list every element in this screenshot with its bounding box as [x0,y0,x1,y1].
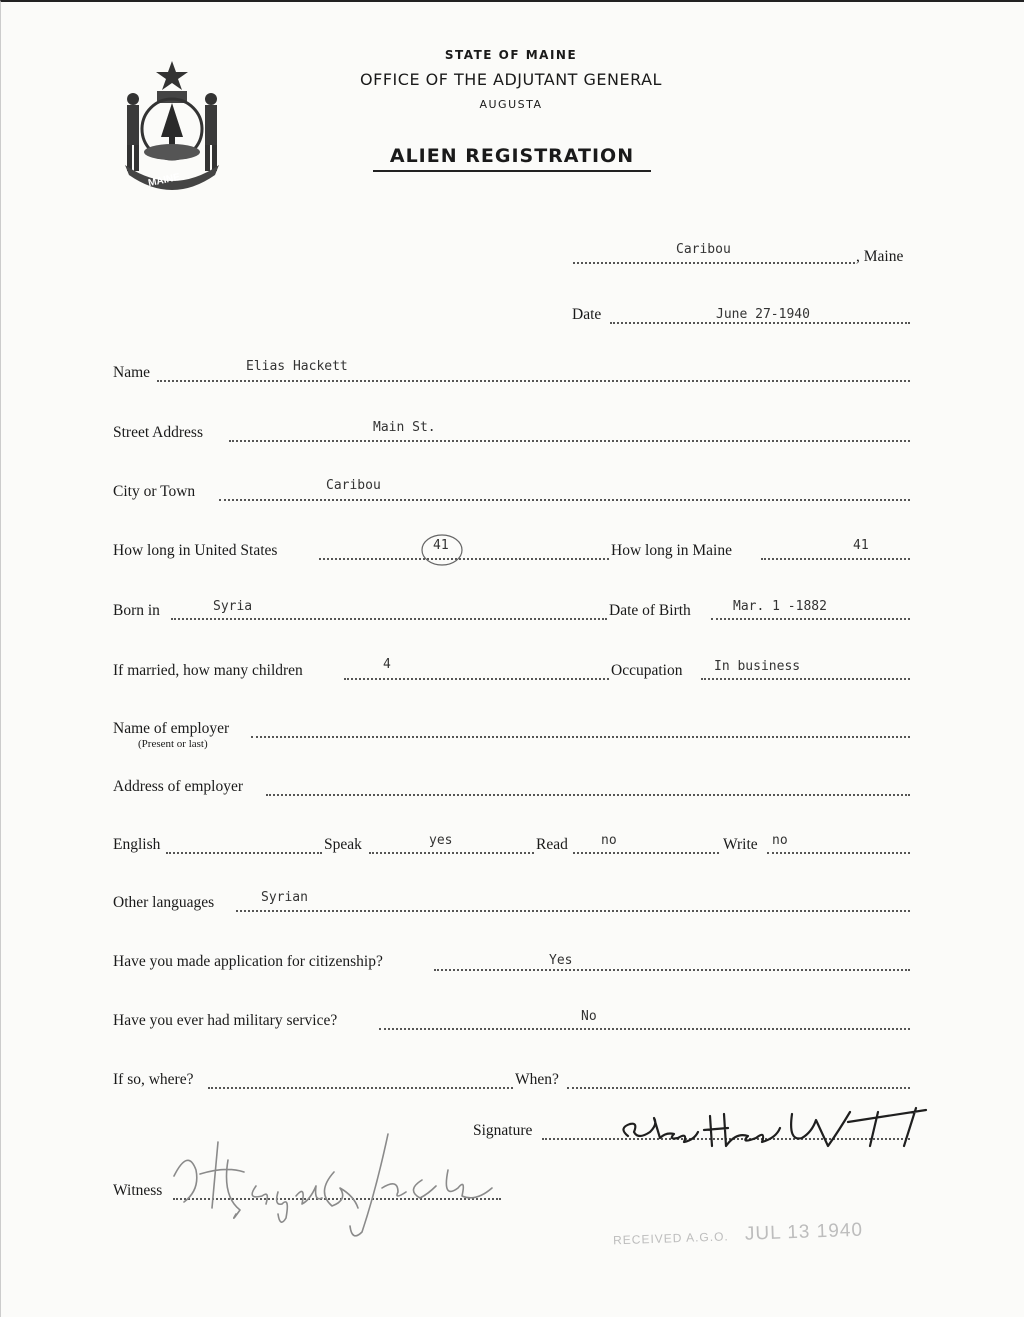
date-value[interactable]: June 27-1940 [716,307,810,322]
form-title: ALIEN REGISTRATION [373,145,651,172]
stamp-received-text: RECEIVED A.G.O. [612,1229,729,1248]
speak-label: Speak [324,836,362,853]
employer-address-label: Address of employer [113,778,243,795]
dob-line [711,618,910,620]
employer-sublabel: (Present or last) [138,738,208,750]
place-line [573,262,855,264]
street-label: Street Address [113,424,203,441]
city-heading: AUGUSTA [479,98,543,111]
name-value[interactable]: Elias Hackett [246,359,348,374]
office-heading: OFFICE OF THE ADJUTANT GENERAL [360,70,662,89]
maine-value[interactable]: 41 [853,538,869,553]
other-languages-label: Other languages [113,894,215,911]
seal-banner-text: MAINE [147,171,182,190]
street-line [229,440,910,442]
occupation-value[interactable]: In business [714,659,801,674]
city-value[interactable]: Caribou [326,478,381,493]
occupation-label: Occupation [611,662,683,679]
dob-label: Date of Birth [609,602,691,619]
write-value[interactable]: no [772,833,788,848]
write-line [767,852,910,854]
name-line [157,380,910,382]
signature-label: Signature [473,1122,533,1139]
stamp-date: JUL 13 1940 [744,1219,864,1245]
received-stamp [613,1220,864,1251]
read-value[interactable]: no [601,833,617,848]
employer-label: Name of employer [113,720,230,737]
speak-line [369,852,534,854]
state-heading: STATE OF MAINE [444,48,578,62]
place-suffix: , Maine [856,248,904,265]
citizenship-label: Have you made application for citizenship? [113,953,383,970]
children-label: If married, how many children [113,662,303,679]
read-label: Read [536,836,568,853]
witness-signature-icon [166,1130,506,1245]
when-label: When? [515,1071,559,1088]
city-line [219,499,910,501]
citizenship-value[interactable]: Yes [549,953,573,968]
applicant-signature-icon [616,1102,946,1162]
when-line[interactable] [567,1087,910,1089]
other-languages-value[interactable]: Syrian [261,890,308,905]
maine-line [761,558,910,560]
born-value[interactable]: Syria [213,599,253,614]
military-value[interactable]: No [581,1009,597,1024]
english-line [166,852,322,854]
military-label: Have you ever had military service? [113,1012,338,1029]
city-label: City or Town [113,483,196,500]
witness-label: Witness [113,1182,163,1199]
dob-value[interactable]: Mar. 1 -1882 [733,599,827,614]
us-label: How long in United States [113,542,278,559]
maine-label: How long in Maine [611,542,732,559]
children-value[interactable]: 4 [383,657,391,672]
where-label: If so, where? [113,1071,194,1088]
place-value[interactable]: Caribou [676,242,731,257]
maine-seal-icon [113,57,231,192]
children-line [344,678,609,680]
circle-mark-icon [419,530,465,570]
english-label: English [113,836,161,853]
name-label: Name [113,364,151,381]
speak-value[interactable]: yes [429,833,453,848]
employer-line[interactable] [251,736,910,738]
write-label: Write [723,836,758,853]
date-line [610,322,910,324]
us-value[interactable]: 41 [433,538,449,553]
street-value[interactable]: Main St. [373,420,436,435]
military-line [379,1028,910,1030]
other-languages-line [236,910,910,912]
where-line[interactable] [208,1087,513,1089]
employer-address-line[interactable] [266,794,910,796]
read-line [573,852,719,854]
born-label: Born in [113,602,160,619]
date-label: Date [572,306,602,323]
born-line [171,618,607,620]
citizenship-line [434,969,910,971]
occupation-line [701,678,910,680]
